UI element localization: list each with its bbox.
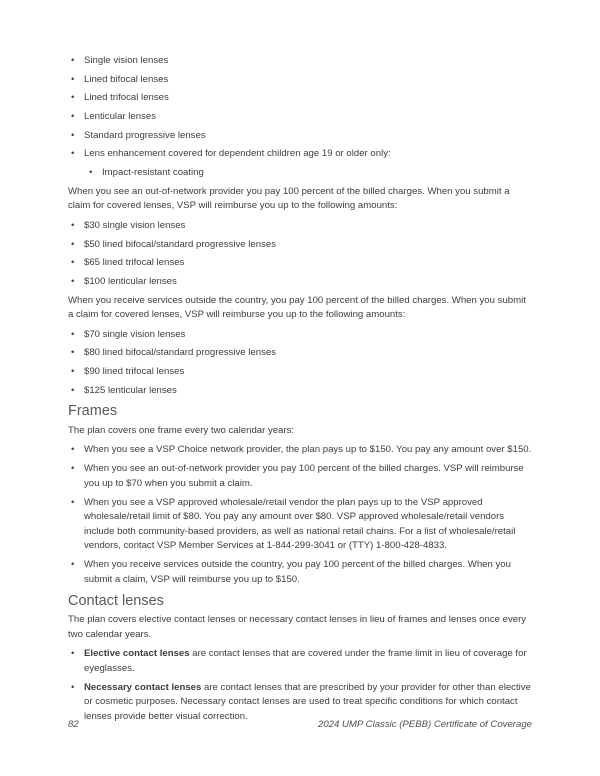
list-sub-item bbox=[68, 166, 532, 181]
list-item-text: $65 lined trifocal lenses bbox=[84, 257, 185, 269]
out-of-network-paragraph: When you see an out-of-network provider you pay 100 percent of the billed charges. When you submit a claim for covered lenses, VSP will reimburse you up to the following amounts: bbox=[68, 185, 510, 212]
contact-lenses-bullets-list bbox=[68, 647, 532, 724]
list-item bbox=[68, 462, 532, 491]
frames-bullets-list bbox=[68, 443, 532, 587]
list-item-text: $70 single vision lenses bbox=[84, 328, 186, 340]
list-item-text: Lens enhancement covered for dependent children age 19 or older only: bbox=[84, 148, 391, 160]
out-of-network-amounts-list bbox=[68, 219, 532, 290]
list-item bbox=[68, 365, 532, 380]
list-item bbox=[68, 384, 532, 399]
outside-country-amounts-list bbox=[68, 328, 532, 399]
list-item bbox=[68, 681, 532, 725]
list-item-text: are contact lenses that are covered under the frame limit in lieu of coverage for eyeglasses. bbox=[84, 648, 527, 674]
lens-types-list bbox=[68, 54, 532, 181]
list-item bbox=[68, 129, 532, 144]
list-item-text: When you see an out-of-network provider you pay 100 percent of the billed charges. VSP will reimburse you up to $70 when you submit a claim. bbox=[84, 463, 524, 489]
list-item-text: $50 lined bifocal/standard progressive lenses bbox=[84, 238, 276, 250]
list-item bbox=[68, 110, 532, 125]
list-item-text: When you see a VSP Choice network provider, the plan pays up to $150. You pay any amount over $150. bbox=[84, 444, 532, 456]
contact-lenses-intro-paragraph: The plan covers elective contact lenses or necessary contact lenses in lieu of frames and lenses once every two calendar years. bbox=[68, 614, 527, 640]
list-item bbox=[68, 328, 532, 343]
list-item bbox=[68, 256, 532, 271]
list-item-text: are contact lenses that are prescribed by your provider for other than elective or cosmetic purposes. Necessary contact lenses are used to treat specific conditions for which contact lenses provide better visual correction. bbox=[84, 681, 531, 722]
list-item-text: Standard progressive lenses bbox=[84, 129, 206, 141]
list-item-text: Impact-resistant coating bbox=[102, 167, 204, 179]
outside-country-paragraph: When you receive services outside the country, you pay 100 percent of the billed charges. When you submit a claim for covered lenses, VSP will reimburse you up to the following amounts: bbox=[68, 294, 526, 321]
list-item bbox=[68, 647, 532, 676]
list-item-text: $90 lined trifocal lenses bbox=[84, 365, 185, 377]
page-content bbox=[68, 54, 532, 729]
list-item-text: Lined bifocal lenses bbox=[84, 73, 169, 85]
list-item-text: $80 lined bifocal/standard progressive lenses bbox=[84, 347, 276, 359]
list-item-text: $30 single vision lenses bbox=[84, 219, 186, 231]
page-footer bbox=[68, 719, 532, 730]
list-item-bold-lead: Elective contact lenses bbox=[84, 648, 190, 660]
frames-section-heading: Frames bbox=[68, 403, 118, 420]
list-item-text: Lenticular lenses bbox=[84, 111, 156, 123]
list-item-bold-lead: Necessary contact lenses bbox=[84, 681, 202, 693]
footer-document-title: 2024 UMP Classic (PEBB) Certificate of Coverage bbox=[318, 719, 532, 730]
list-item bbox=[68, 73, 532, 88]
list-item-text: $100 lenticular lenses bbox=[84, 275, 177, 287]
list-item bbox=[68, 54, 532, 69]
contact-lenses-section-heading: Contact lenses bbox=[68, 592, 164, 609]
list-item bbox=[68, 346, 532, 361]
list-item bbox=[68, 238, 532, 253]
list-item-text: $125 lenticular lenses bbox=[84, 384, 177, 396]
list-item bbox=[68, 496, 532, 554]
list-item-text: When you see a VSP approved wholesale/retail vendor the plan pays up to the VSP approved wholesale/retail limit of $80. You pay any amount over $80. VSP approved wholesale/retail vendors include both community-based providers, as well as national retail chains. For a list of wholesale/retail vendors, contact VSP Member Services at 1-844-299-3041 or (TTY) 1-800-428-4833. bbox=[84, 496, 516, 552]
list-item-text: Single vision lenses bbox=[84, 55, 169, 66]
list-item bbox=[68, 147, 532, 162]
list-item bbox=[68, 558, 532, 587]
footer-page-number: 82 bbox=[68, 719, 79, 730]
list-item-text: When you receive services outside the country, you pay 100 percent of the billed charges. When you submit a claim, VSP will reimburse you up to $150. bbox=[84, 559, 511, 585]
list-item bbox=[68, 219, 532, 234]
list-item-text: Lined trifocal lenses bbox=[84, 92, 169, 104]
list-item bbox=[68, 91, 532, 106]
frames-intro-paragraph: The plan covers one frame every two calendar years: bbox=[68, 424, 295, 436]
list-item bbox=[68, 275, 532, 290]
list-item bbox=[68, 443, 532, 458]
